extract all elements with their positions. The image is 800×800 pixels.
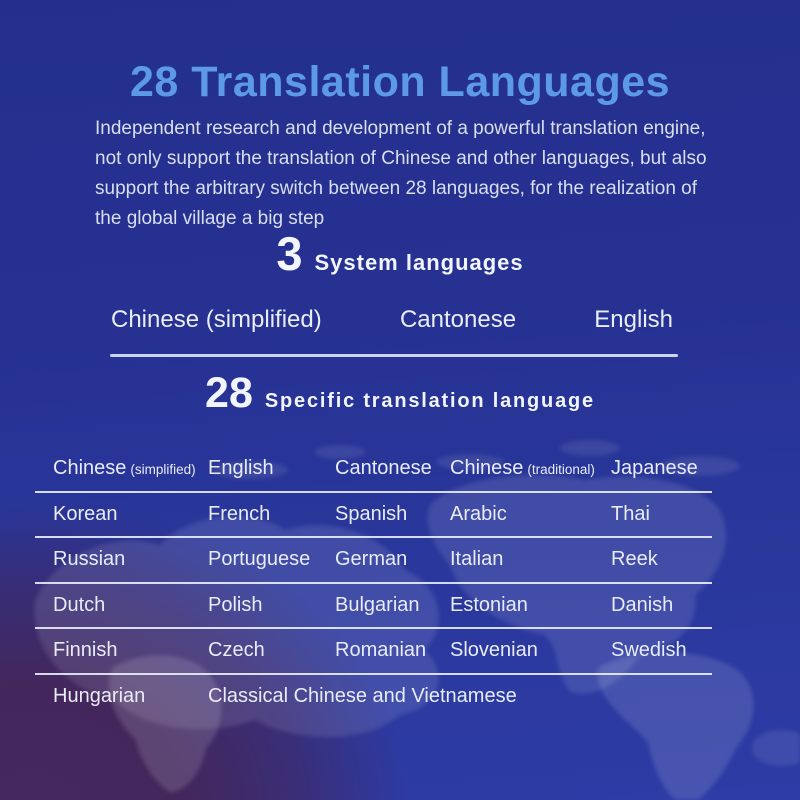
page-title: 28 Translation Languages [129,58,671,106]
table-row [35,447,712,493]
language-cell: Slovenian [450,639,538,662]
language-cell: Czech [208,639,265,662]
language-cell: Finnish [53,639,118,662]
table-row [35,538,712,584]
table-row [35,493,712,539]
language-cell-note: (simplified) [130,462,196,478]
system-languages-label: System languages [314,250,524,275]
system-language-item: Chinese (simplified) [111,306,322,333]
language-cell: Reek [611,548,658,571]
language-cell: English [208,457,274,480]
table-row [35,584,712,630]
language-cell: Spanish [335,502,408,525]
language-cell: Russian [53,548,126,571]
language-cell: French [208,502,271,525]
language-cell: Estonian [450,593,528,616]
language-cell: Cantonese [335,457,432,480]
specific-languages-heading [0,369,800,417]
system-language-item: English [594,306,673,333]
language-cell: Portuguese [208,548,311,571]
language-cell-note: (traditional) [527,462,595,478]
table-row [35,629,712,675]
section-divider [110,354,678,357]
language-cell: Chinese (simplified) [53,457,196,480]
hero-description: Independent research and development of a powerful translation engine, not only support the translation of Chinese and other languages, but also support the arbitrary switch between 28 languages, for the realization of the global village a big step [95,118,707,229]
language-cell: Dutch [53,593,106,616]
table-row [35,675,712,719]
language-cell: Arabic [450,502,507,525]
system-languages-count: 3 [276,227,303,280]
system-languages-row [111,306,673,334]
specific-languages-count: 28 [205,369,253,417]
system-languages-heading [0,227,800,280]
language-cell: Bulgarian [335,593,420,616]
language-cell: Polish [208,593,263,616]
language-cell: Romanian [335,639,427,662]
language-cell: Korean [53,502,118,525]
language-cell: Italian [450,548,504,571]
language-cell: Hungarian [53,684,146,707]
language-cell: German [335,548,408,571]
language-cell: Japanese [611,457,698,480]
language-cell: Danish [611,593,674,616]
languages-table [35,447,712,718]
language-cell: Thai [611,502,650,525]
language-cell: Classical Chinese and Vietnamese [208,684,517,707]
language-cell: Chinese (traditional) [450,457,595,480]
system-language-item: Cantonese [399,306,517,333]
specific-languages-label: Specific translation language [264,390,595,412]
language-cell: Swedish [611,639,687,662]
